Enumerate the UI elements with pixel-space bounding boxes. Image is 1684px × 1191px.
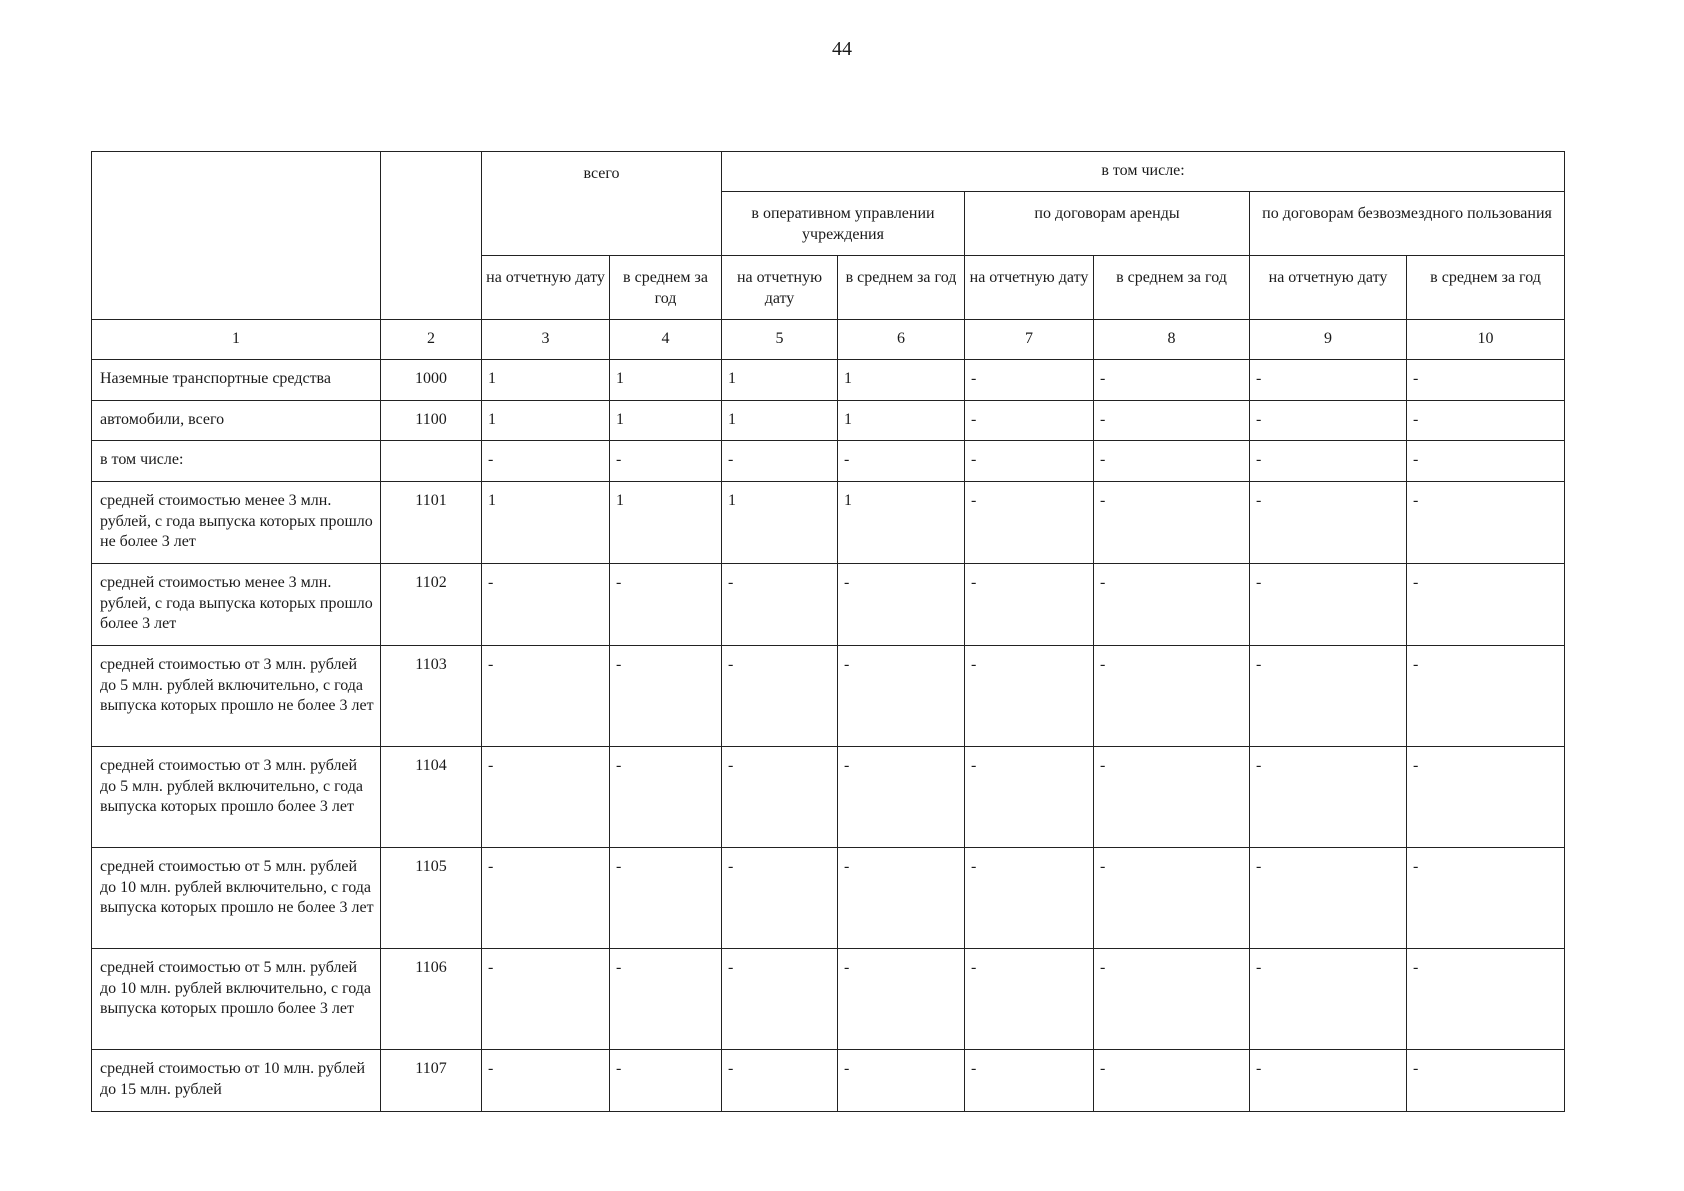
row-value: - [1250, 646, 1407, 747]
row-value: - [1250, 360, 1407, 401]
row-value: - [482, 646, 610, 747]
row-value: - [965, 401, 1094, 441]
row-name: средней стоимостью от 5 млн. рублей до 10 млн. рублей включительно, с года выпуска которых прошло не более 3 лет [92, 848, 381, 949]
row-code [381, 441, 482, 482]
row-value: - [722, 564, 838, 646]
row-value: - [1094, 401, 1250, 441]
table-row [92, 747, 1565, 848]
row-value: 1 [610, 401, 722, 441]
row-value: - [1094, 848, 1250, 949]
subcol-header: на отчетную дату [482, 256, 610, 320]
row-value: 1 [838, 482, 965, 564]
row-value: - [838, 949, 965, 1050]
row-value: - [1407, 646, 1565, 747]
row-value: - [722, 848, 838, 949]
row-value: - [482, 949, 610, 1050]
row-code: 1101 [381, 482, 482, 564]
header-total: всего [482, 152, 722, 256]
row-value: - [838, 564, 965, 646]
row-value: - [1094, 564, 1250, 646]
table-row [92, 848, 1565, 949]
row-value: - [610, 564, 722, 646]
row-code: 1103 [381, 646, 482, 747]
row-code: 1105 [381, 848, 482, 949]
row-name: Наземные транспортные средства [92, 360, 381, 401]
table-row [92, 564, 1565, 646]
row-value: - [965, 360, 1094, 401]
row-value: - [610, 747, 722, 848]
header-including: в том числе: [722, 152, 1565, 192]
row-value: - [1407, 401, 1565, 441]
row-value: - [965, 1050, 1094, 1112]
subcol-header: в среднем за год [610, 256, 722, 320]
page-number: 44 [832, 38, 852, 60]
table-row [92, 1050, 1565, 1112]
row-value: 1 [722, 401, 838, 441]
row-value: - [482, 747, 610, 848]
header-group-operational: в оперативном управлении учреждения [722, 192, 965, 256]
row-name: средней стоимостью менее 3 млн. рублей, с года выпуска которых прошло не более 3 лет [92, 482, 381, 564]
row-value: - [965, 848, 1094, 949]
row-value: - [482, 848, 610, 949]
table-row [92, 360, 1565, 401]
header-group-free-use: по договорам безвозмездного пользования [1250, 192, 1565, 256]
column-number: 7 [965, 320, 1094, 360]
table-row [92, 401, 1565, 441]
row-value: - [965, 441, 1094, 482]
row-code: 1102 [381, 564, 482, 646]
table-row [92, 646, 1565, 747]
header-row-1 [92, 152, 1565, 192]
column-number: 8 [1094, 320, 1250, 360]
row-value: - [1094, 949, 1250, 1050]
row-value: - [610, 848, 722, 949]
row-value: - [965, 646, 1094, 747]
column-number: 2 [381, 320, 482, 360]
row-value: - [1094, 747, 1250, 848]
subcol-header: в среднем за год [838, 256, 965, 320]
row-value: - [965, 949, 1094, 1050]
subcol-header: в среднем за год [1094, 256, 1250, 320]
subcol-header: в среднем за год [1407, 256, 1565, 320]
row-value: - [838, 646, 965, 747]
row-value: - [1407, 360, 1565, 401]
row-value: 1 [482, 482, 610, 564]
row-code: 1106 [381, 949, 482, 1050]
row-value: 1 [610, 482, 722, 564]
row-code: 1107 [381, 1050, 482, 1112]
row-value: - [965, 482, 1094, 564]
row-name: средней стоимостью от 10 млн. рублей до 15 млн. рублей [92, 1050, 381, 1112]
header-empty-code-cell [381, 152, 482, 320]
row-value: - [1407, 848, 1565, 949]
column-number: 4 [610, 320, 722, 360]
row-value: - [1250, 747, 1407, 848]
column-number: 10 [1407, 320, 1565, 360]
row-value: - [1250, 949, 1407, 1050]
row-value: - [482, 1050, 610, 1112]
row-name: в том числе: [92, 441, 381, 482]
row-value: - [1250, 401, 1407, 441]
row-value: - [1094, 360, 1250, 401]
column-number: 9 [1250, 320, 1407, 360]
row-value: - [722, 441, 838, 482]
row-value: - [1407, 747, 1565, 848]
row-value: - [838, 1050, 965, 1112]
row-name: средней стоимостью от 3 млн. рублей до 5 млн. рублей включительно, с года выпуска которых прошло не более 3 лет [92, 646, 381, 747]
row-value: - [722, 949, 838, 1050]
row-value: - [1094, 646, 1250, 747]
row-value: - [1094, 441, 1250, 482]
row-value: - [482, 564, 610, 646]
row-value: - [965, 747, 1094, 848]
row-value: - [722, 646, 838, 747]
row-value: - [1407, 1050, 1565, 1112]
row-value: - [610, 1050, 722, 1112]
column-number-row [92, 320, 1565, 360]
table-row [92, 949, 1565, 1050]
row-value: - [482, 441, 610, 482]
column-number: 5 [722, 320, 838, 360]
vehicles-table [91, 151, 1565, 1112]
row-value: - [1250, 1050, 1407, 1112]
row-value: - [610, 441, 722, 482]
row-value: 1 [610, 360, 722, 401]
row-value: 1 [838, 360, 965, 401]
row-value: 1 [482, 401, 610, 441]
column-number: 3 [482, 320, 610, 360]
table-body [92, 360, 1565, 1112]
column-number: 6 [838, 320, 965, 360]
header-group-lease: по договорам аренды [965, 192, 1250, 256]
row-code: 1100 [381, 401, 482, 441]
subcol-header: на отчетную дату [965, 256, 1094, 320]
row-code: 1104 [381, 747, 482, 848]
row-value: - [1250, 564, 1407, 646]
row-name: средней стоимостью от 5 млн. рублей до 10 млн. рублей включительно, с года выпуска которых прошло более 3 лет [92, 949, 381, 1050]
row-value: - [1250, 441, 1407, 482]
row-value: - [965, 564, 1094, 646]
row-value: - [1407, 564, 1565, 646]
row-value: - [722, 1050, 838, 1112]
row-value: 1 [722, 482, 838, 564]
row-value: - [838, 848, 965, 949]
row-value: - [838, 441, 965, 482]
row-value: 1 [482, 360, 610, 401]
row-value: - [1407, 482, 1565, 564]
row-value: 1 [722, 360, 838, 401]
table-row [92, 441, 1565, 482]
row-name: автомобили, всего [92, 401, 381, 441]
row-value: - [1407, 949, 1565, 1050]
subcol-header: на отчетную дату [1250, 256, 1407, 320]
row-name: средней стоимостью от 3 млн. рублей до 5 млн. рублей включительно, с года выпуска которых прошло более 3 лет [92, 747, 381, 848]
row-value: - [1250, 848, 1407, 949]
row-value: - [1407, 441, 1565, 482]
table-row [92, 482, 1565, 564]
row-value: 1 [838, 401, 965, 441]
subcol-header: на отчетную дату [722, 256, 838, 320]
row-value: - [610, 646, 722, 747]
row-value: - [722, 747, 838, 848]
row-name: средней стоимостью менее 3 млн. рублей, с года выпуска которых прошло более 3 лет [92, 564, 381, 646]
row-value: - [1250, 482, 1407, 564]
row-value: - [838, 747, 965, 848]
row-value: - [1094, 1050, 1250, 1112]
row-value: - [1094, 482, 1250, 564]
column-number: 1 [92, 320, 381, 360]
row-value: - [610, 949, 722, 1050]
header-empty-cell [92, 152, 381, 320]
row-code: 1000 [381, 360, 482, 401]
